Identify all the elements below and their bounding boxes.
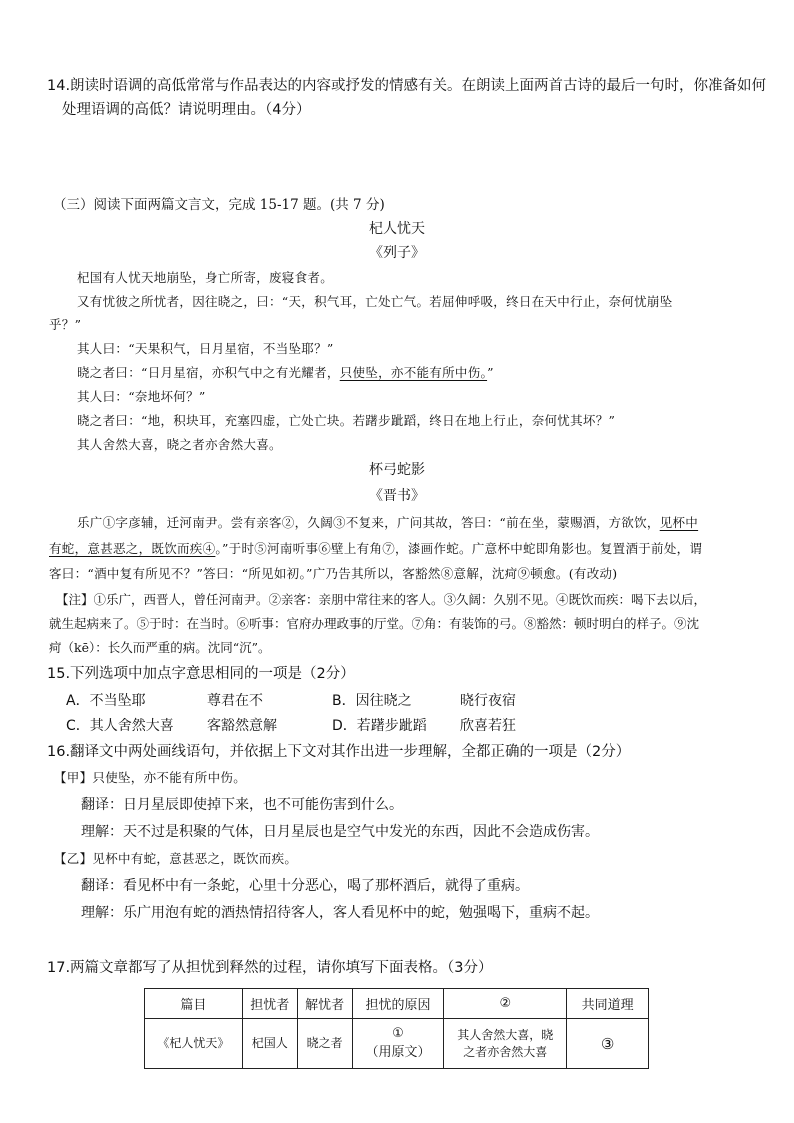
- text2-line: [49, 543, 702, 556]
- note-line: 疴（kē）：长久而严重的病。沈同“沉”。: [49, 640, 271, 655]
- text1-line-end: ”: [487, 365, 494, 380]
- text1-line-underlined: [77, 367, 494, 380]
- table-header-cell: ②: [444, 989, 567, 1019]
- q16-yi: 【乙】见杯中有蛇，意甚恶之，既饮而疾。: [54, 851, 298, 866]
- q15-option-b-pair: 晓行夜宿: [460, 693, 516, 709]
- text2-source: 《晋书》: [369, 488, 425, 504]
- table-header-cell: 共同道理: [567, 989, 649, 1019]
- text2-line1-text: 乐广①字彦辅，迁河南尹。尝有亲客②，久阔③不复来，广问其故，答曰：“前在坐，蒙赐酒，方欲饮，: [77, 515, 660, 530]
- table-row: [145, 1019, 649, 1069]
- table-header-row: [145, 989, 649, 1019]
- q15-stem: 15.下列选项中加点字意思相同的一项是（2分）: [47, 666, 355, 682]
- table-cell-reason[interactable]: [352, 1019, 444, 1069]
- text1-line: 杞国有人忧天地崩坠，身亡所寄，废寝食者。: [77, 270, 334, 285]
- table-cell-worrier: 杞国人: [242, 1019, 297, 1069]
- q15-option-b: B．因往晓之: [332, 693, 412, 709]
- underlined-sentence-yi-part1: 见杯中: [659, 515, 699, 530]
- text1-line: 其人舍然大喜，晓之者亦舍然大喜。: [77, 437, 282, 452]
- q15-option-c-pair: 客豁然意解: [207, 718, 277, 734]
- q14-line1: 14.朗读时语调的高低常常与作品表达的内容或抒发的情感有关。在朗读上面两首古诗的最后一句时，你准备如何: [47, 78, 767, 94]
- q16-jia-translation: 翻译：日月星辰即使掉下来，也不可能伤害到什么。: [81, 797, 403, 813]
- reason-hint: （用原文）: [365, 1044, 431, 1060]
- result-line: 之者亦舍然大喜: [463, 1044, 548, 1059]
- q16-jia-understanding: 理解：天不过是积聚的气体，日月星辰也是空气中发光的东西，因此不会造成伤害。: [81, 824, 599, 840]
- table-cell-title: 《杞人忧天》: [145, 1019, 243, 1069]
- text1-line: 晓之者曰：“地，积块耳，充塞四虚，亡处亡块。若躇步跐蹈，终日在地上行止，奈何忧其坏？”: [77, 413, 616, 428]
- table-cell-result: [444, 1019, 567, 1069]
- text1-line: 其人曰：“奈地坏何？”: [77, 389, 206, 404]
- table-cell-truth-blank[interactable]: ③: [567, 1019, 649, 1069]
- q16-jia: 【甲】只使坠，亦不能有所中伤。: [54, 770, 247, 785]
- underlined-sentence-jia: 只使坠，亦不能有所中伤。: [339, 365, 488, 380]
- text2-title: 杯弓蛇影: [369, 462, 425, 478]
- table-header-cell: 解忧者: [297, 989, 352, 1019]
- q16-yi-understanding: 理解：乐广用泡有蛇的酒热情招待客人，客人看见杯中的蛇，勉强喝下，重病不起。: [81, 905, 599, 921]
- section3-intro: （三）阅读下面两篇文言文，完成 15-17 题。(共 7 分): [53, 197, 385, 213]
- text1-line: 又有忧彼之所忧者，因往晓之，曰：“天，积气耳，亡处亡气。若屈伸呼吸，终日在天中行止，奈何忧崩坠: [77, 294, 673, 309]
- table-header-cell: 担忧者: [242, 989, 297, 1019]
- q14-line2: 处理语调的高低？请说明理由。（4分）: [62, 102, 311, 118]
- table-header-cell: 篇目: [145, 989, 243, 1019]
- table-header-cell: 担忧的原因: [352, 989, 444, 1019]
- q15-option-a-pair: 尊君在不: [207, 693, 263, 709]
- result-line: 其人舍然大喜，晓: [457, 1027, 554, 1042]
- text1-line-start: 晓之者曰：“日月星宿，亦积气中之有光耀者，: [77, 365, 340, 380]
- q17-table: [144, 988, 649, 1069]
- text1-source: 《列子》: [369, 245, 425, 261]
- q16-stem: 16.翻译文中两处画线语句，并依据上下文对其作出进一步理解，全都正确的一项是（2分）: [47, 744, 631, 760]
- text1-line: 乎？”: [49, 317, 82, 332]
- text1-line: 其人曰：“天果积气，日月星宿，不当坠耶？”: [77, 341, 334, 356]
- note-line: 【注】①乐广，西晋人，曾任河南尹。②亲客：亲朋中常往来的客人。③久阔：久别不见。④既饮而疾：喝下去以后，: [56, 592, 707, 607]
- text1-title: 杞人忧天: [369, 221, 425, 237]
- table-cell-reliever: 晓之者: [297, 1019, 352, 1069]
- q15-option-d-pair: 欣喜若狂: [460, 718, 516, 734]
- q17-stem: 17.两篇文章都写了从担忧到释然的过程，请你填写下面表格。（3分）: [47, 960, 493, 976]
- text2-line2-text: 。”于时⑤河南听事⑥壁上有角⑦，漆画作蛇。广意杯中蛇即角影也。复置酒于前处，谓: [215, 541, 703, 556]
- underlined-sentence-yi-part2: 有蛇，意甚恶之，既饮而疾④: [49, 541, 216, 556]
- reason-blank-number: ①: [392, 1026, 404, 1042]
- note-line: 就生起病来了。⑤于时：在当时。⑥听事：官府办理政事的厅堂。⑦角：有装饰的弓。⑧豁然：顿时明白的样子。⑨沈: [49, 616, 700, 631]
- text2-line: [77, 517, 698, 530]
- q15-option-d: D．若躇步跐蹈: [332, 718, 427, 734]
- q15-option-a: A．不当坠耶: [66, 693, 146, 709]
- q15-option-c: C．其人舍然大喜: [66, 718, 174, 734]
- text2-line: 客曰：“酒中复有所见不？”答曰：“所见如初。”广乃告其所以，客豁然⑧意解，沈疴⑨顿愈。(有改动): [49, 566, 618, 581]
- q16-yi-translation: 翻译：看见杯中有一条蛇，心里十分恶心，喝了那杯酒后，就得了重病。: [81, 878, 529, 894]
